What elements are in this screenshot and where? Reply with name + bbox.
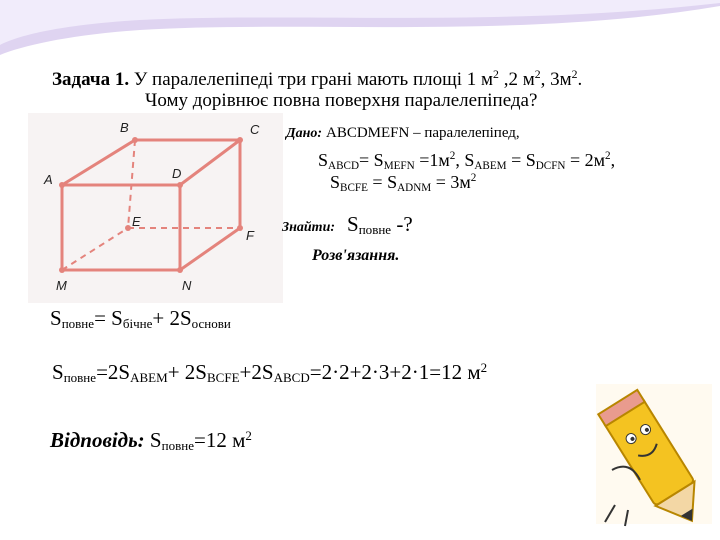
vertex-label-a: A bbox=[44, 172, 53, 187]
answer-line: Відповідь: $S_{повне}=12$ $м^2$ bbox=[50, 428, 252, 453]
pencil-character-illustration bbox=[596, 384, 712, 533]
given-line bbox=[286, 124, 520, 142]
formula-calculation: $S_{повне}=2S_{ABEM}+ 2S_{BCFE}+2S_{ABCD}=2\cdot 2+2\cdot 3+2\cdot 1=12$ $м^2$ bbox=[52, 360, 488, 385]
given-text: ABCDMEFN – паралелепіпед, bbox=[326, 125, 520, 141]
given-equation-2: $S_{BCFE} = S_{ADNM} = 3м^2$ bbox=[330, 172, 477, 194]
problem-statement-line1: Задача 1. У паралелепіпеді три грані мають площі 1 $м^2$ ,2 $м^2$, $3м^2$. bbox=[52, 68, 583, 90]
vertex-label-c: C bbox=[250, 122, 260, 137]
vertex-label-d: D bbox=[172, 166, 182, 181]
solution-heading: Розв'язання. bbox=[312, 247, 400, 264]
find-label: Знайти: bbox=[282, 220, 336, 235]
vertex-label-m: M bbox=[56, 278, 67, 293]
parallelepiped-figure bbox=[28, 113, 283, 303]
formula-total-surface: $S_{повне}= S_{бічне}+ 2S_{основи}$ bbox=[50, 306, 231, 331]
vertex-label-b: B bbox=[120, 120, 129, 135]
given-label: Дано: bbox=[286, 126, 322, 141]
vertex-label-f: F bbox=[246, 228, 254, 243]
find-target: $S_{повне}$ -? bbox=[347, 212, 413, 237]
given-equation-1: $S_{ABCD}= S_{MEFN} =1м^2$, $S_{ABEM} = S_{DCFN} = 2м^2$, bbox=[318, 150, 616, 172]
find-line bbox=[282, 212, 413, 238]
vertex-label-e: E bbox=[132, 214, 141, 229]
vertex-label-n: N bbox=[182, 278, 192, 293]
problem-statement-line2: Чому дорівнює повна поверхня паралелепіпеда? bbox=[145, 90, 538, 111]
answer-label: Відповідь: bbox=[50, 428, 145, 452]
problem-label: Задача 1. bbox=[52, 69, 130, 90]
